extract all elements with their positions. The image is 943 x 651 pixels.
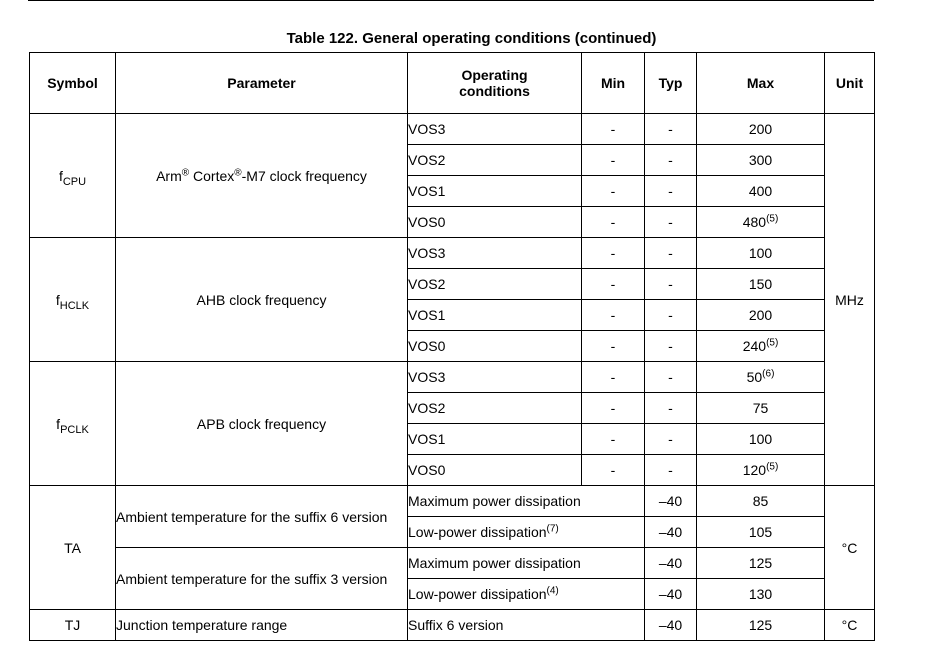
cell-max-value: 75 [752, 400, 769, 416]
symbol-fpclk-main: f [56, 415, 61, 432]
cell-typ: - [645, 114, 697, 145]
cell-min: - [582, 114, 645, 145]
cell-condition: VOS0 [408, 331, 582, 362]
cell-condition-text: Maximum power dissipation [408, 493, 581, 509]
symbol-fcpu [30, 114, 116, 238]
cell-condition-note: (7) [546, 523, 559, 535]
cell-condition: VOS2 [408, 393, 582, 424]
cell-typ: - [645, 176, 697, 207]
cell-min: –40 [645, 610, 697, 641]
cell-max-value: 200 [748, 307, 773, 323]
cell-max: 125 [697, 548, 825, 579]
cell-max [697, 269, 825, 300]
cell-condition [408, 548, 645, 579]
param-ta-suffix3: Ambient temperature for the suffix 3 version [116, 548, 408, 610]
cell-condition: VOS1 [408, 300, 582, 331]
cell-min: –40 [645, 486, 697, 517]
top-rule [28, 0, 874, 1]
cell-max [697, 300, 825, 331]
param-fcpu-a: Arm [156, 167, 182, 184]
cell-max: 85 [697, 486, 825, 517]
cell-min: - [582, 331, 645, 362]
cell-condition [408, 486, 645, 517]
table-row [30, 238, 875, 269]
cell-min: - [582, 362, 645, 393]
cell-typ: - [645, 393, 697, 424]
cell-max [697, 393, 825, 424]
cell-max-note: (6) [762, 368, 775, 380]
header-unit: Unit [825, 53, 875, 114]
param-ta-suffix6: Ambient temperature for the suffix 6 version [116, 486, 408, 548]
cell-condition [408, 517, 645, 548]
cell-typ: - [645, 238, 697, 269]
cell-condition: VOS2 [408, 145, 582, 176]
cell-condition: VOS2 [408, 269, 582, 300]
cell-typ: - [645, 269, 697, 300]
header-conditions-line1: Operating [461, 67, 528, 83]
cell-max-value: 120 [742, 462, 767, 478]
header-row [30, 53, 875, 114]
cell-max-note: (5) [766, 213, 779, 225]
cell-condition-note: (4) [546, 585, 559, 597]
cell-max-value: 400 [748, 183, 773, 199]
table-row [30, 548, 875, 579]
table-row [30, 362, 875, 393]
table-row [30, 486, 875, 517]
header-conditions [408, 53, 582, 114]
cell-typ: - [645, 300, 697, 331]
cell-min: - [582, 269, 645, 300]
cell-min: –40 [645, 579, 697, 610]
cell-condition: VOS1 [408, 424, 582, 455]
cell-typ: - [645, 207, 697, 238]
cell-max [697, 331, 825, 362]
cell-min: - [582, 238, 645, 269]
cell-max-value: 100 [748, 431, 773, 447]
cell-condition: VOS3 [408, 238, 582, 269]
cell-typ: - [645, 424, 697, 455]
cell-max [697, 176, 825, 207]
cell-condition: VOS0 [408, 455, 582, 486]
cell-min: - [582, 393, 645, 424]
header-conditions-line2: conditions [459, 83, 530, 99]
cell-max-value: 300 [748, 152, 773, 168]
cell-min: - [582, 176, 645, 207]
cell-min: –40 [645, 517, 697, 548]
unit-mhz: MHz [825, 114, 875, 486]
cell-typ: - [645, 455, 697, 486]
cell-max: 125 [697, 610, 825, 641]
param-fcpu [116, 114, 408, 238]
cell-max [697, 455, 825, 486]
header-symbol: Symbol [30, 53, 116, 114]
cell-condition: VOS0 [408, 207, 582, 238]
table-row [30, 114, 875, 145]
cell-max-value: 480 [742, 214, 767, 230]
cell-max [697, 362, 825, 393]
header-typ: Typ [645, 53, 697, 114]
cell-condition-text: Low-power dissipation [408, 524, 547, 540]
cell-typ: - [645, 331, 697, 362]
symbol-fcpu-main: f [58, 167, 63, 184]
cell-min: - [582, 424, 645, 455]
symbol-tj: TJ [30, 610, 116, 641]
cell-max-value: 50 [746, 369, 763, 385]
cell-max-value: 100 [748, 245, 773, 261]
param-fcpu-reg1: ® [181, 166, 190, 178]
param-fcpu-reg2: ® [234, 166, 242, 178]
header-min: Min [582, 53, 645, 114]
param-tj: Junction temperature range [116, 610, 408, 641]
cell-min: - [582, 145, 645, 176]
operating-conditions-table [29, 52, 875, 641]
cell-max: 130 [697, 579, 825, 610]
param-fhclk: AHB clock frequency [116, 238, 408, 362]
unit-ta: °C [825, 486, 875, 610]
cell-max [697, 114, 825, 145]
symbol-fhclk-sub: HCLK [59, 299, 90, 312]
param-fcpu-c: -M7 clock frequency [241, 167, 367, 184]
unit-tj: °C [825, 610, 875, 641]
cell-condition: VOS3 [408, 114, 582, 145]
cell-condition [408, 579, 645, 610]
cell-max-note: (5) [766, 337, 779, 349]
cell-min: - [582, 300, 645, 331]
cell-min: - [582, 207, 645, 238]
symbol-fhclk [30, 238, 116, 362]
cell-max [697, 207, 825, 238]
cell-max [697, 145, 825, 176]
cell-min: –40 [645, 548, 697, 579]
header-max: Max [697, 53, 825, 114]
cell-typ: - [645, 145, 697, 176]
cell-max-value: 150 [748, 276, 773, 292]
cell-condition-text: Low-power dissipation [408, 586, 547, 602]
cell-max-value: 240 [742, 338, 767, 354]
cell-typ: - [645, 362, 697, 393]
param-fcpu-b: Cortex [189, 167, 235, 184]
cell-condition-text: Maximum power dissipation [408, 555, 581, 571]
cell-max [697, 238, 825, 269]
cell-max-note: (5) [766, 461, 779, 473]
symbol-fcpu-sub: CPU [62, 175, 87, 188]
cell-max: 105 [697, 517, 825, 548]
symbol-fpclk-sub: PCLK [60, 423, 89, 436]
table-title: Table 122. General operating conditions (continued) [286, 30, 657, 47]
symbol-fpclk [30, 362, 116, 486]
table-row [30, 610, 875, 641]
cell-condition: Suffix 6 version [408, 610, 645, 641]
symbol-fhclk-main: f [55, 291, 60, 308]
cell-max-value: 200 [748, 121, 773, 137]
cell-max [697, 424, 825, 455]
symbol-ta: TA [30, 486, 116, 610]
cell-condition: VOS3 [408, 362, 582, 393]
header-parameter: Parameter [116, 53, 408, 114]
cell-min: - [582, 455, 645, 486]
param-fpclk: APB clock frequency [116, 362, 408, 486]
cell-condition: VOS1 [408, 176, 582, 207]
